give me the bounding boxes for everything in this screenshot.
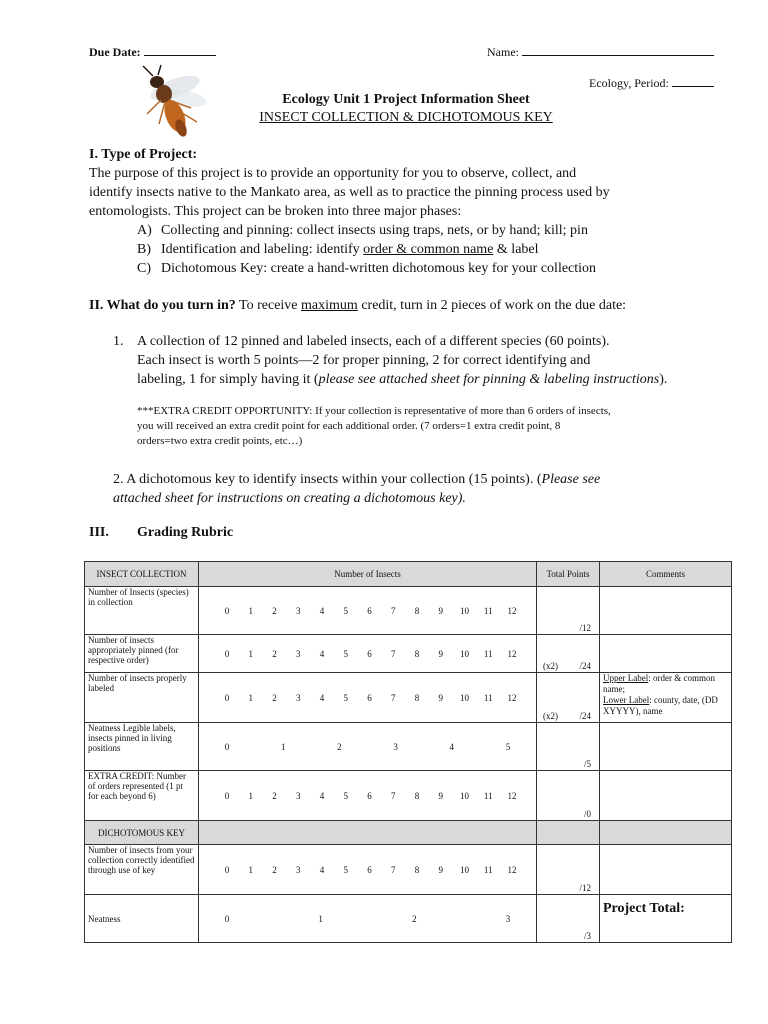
points-cell[interactable]	[537, 587, 600, 635]
phase-text: & label	[493, 242, 539, 257]
project-total-cell[interactable]	[600, 895, 732, 943]
table-row	[85, 587, 732, 635]
points-cell[interactable]	[537, 771, 600, 821]
phase-text: Collecting and pinning: collect insects using traps, nets, or by hand; kill; pin	[161, 223, 588, 238]
score-option[interactable]: 3	[505, 913, 511, 924]
table-row	[85, 673, 732, 723]
score-option[interactable]: 0	[224, 790, 230, 801]
score-option[interactable]: 2	[412, 913, 417, 924]
score-option[interactable]: 6	[367, 790, 372, 801]
score-scale	[199, 723, 537, 771]
comments-cell[interactable]	[600, 587, 732, 635]
score-scale	[199, 587, 537, 635]
score-option[interactable]: 6	[367, 864, 372, 875]
score-option[interactable]: 9	[438, 605, 443, 616]
score-option[interactable]: 4	[319, 692, 325, 703]
empty-cell	[199, 821, 537, 845]
header-comments: Comments	[600, 562, 732, 587]
points-cell[interactable]	[537, 723, 600, 771]
section-1-text	[89, 164, 610, 221]
score-option[interactable]: 0	[224, 741, 230, 752]
points-value: /3	[583, 931, 591, 941]
score-option[interactable]: 9	[438, 864, 443, 875]
grading-rubric-table	[84, 561, 732, 943]
score-option[interactable]: 4	[319, 864, 325, 875]
points-cell[interactable]	[537, 635, 600, 673]
table-row	[85, 635, 732, 673]
item-2-line	[113, 470, 600, 489]
score-option[interactable]: 8	[414, 648, 420, 659]
item-2-text-part: 2. A dichotomous key to identify insects within your collection (15 points). (	[113, 472, 542, 487]
item-1-text-part: ).	[659, 372, 668, 387]
score-option[interactable]: 11	[483, 605, 493, 616]
item-1-number: 1.	[113, 334, 124, 349]
section-2-heading-line	[89, 296, 626, 315]
comments-cell[interactable]	[600, 723, 732, 771]
page-title: Ecology Unit 1 Project Information Sheet	[282, 92, 530, 107]
row-label: Neatness	[85, 895, 199, 943]
section-3-number: III.	[89, 525, 109, 540]
score-option[interactable]: 0	[224, 692, 230, 703]
item-1-italic: please see attached sheet for pinning & labeling instructions	[318, 372, 660, 387]
score-option[interactable]: 1	[248, 790, 253, 801]
score-scale	[199, 673, 537, 723]
score-option[interactable]: 3	[296, 648, 301, 659]
score-option[interactable]: 2	[272, 790, 277, 801]
score-option[interactable]: 3	[296, 692, 301, 703]
section-1-line: entomologists. This project can be broken into three major phases:	[89, 204, 462, 219]
score-option[interactable]: 11	[483, 864, 493, 875]
empty-cell	[537, 821, 600, 845]
score-scale	[199, 895, 537, 943]
score-option[interactable]: 11	[483, 648, 493, 659]
score-option[interactable]: 10	[460, 692, 469, 703]
extra-credit-note	[137, 404, 611, 449]
score-option[interactable]: 9	[438, 692, 443, 703]
score-option[interactable]: 2	[272, 692, 277, 703]
comment-text: : order & common name;	[603, 673, 715, 694]
phase-text-underlined: order & common name	[363, 242, 494, 257]
extra-credit-line: ***EXTRA CREDIT OPPORTUNITY: If your collection is representative of more than 6 orders of insects,	[137, 405, 611, 417]
score-option[interactable]: 5	[343, 648, 348, 659]
score-option[interactable]: 1	[248, 692, 253, 703]
period-blank[interactable]	[672, 86, 714, 87]
score-option[interactable]: 7	[391, 692, 396, 703]
score-option[interactable]: 5	[343, 864, 348, 875]
score-scale	[199, 771, 537, 821]
score-option[interactable]: 12	[507, 864, 517, 875]
row-label: EXTRA CREDIT: Number of orders represented (1 pt for each beyond 6)	[85, 771, 199, 821]
score-option[interactable]: 0	[224, 913, 230, 924]
score-option[interactable]: 2	[272, 605, 277, 616]
phase-item	[137, 240, 596, 259]
points-value: /12	[579, 623, 591, 633]
score-option[interactable]: 6	[367, 648, 372, 659]
points-value: /5	[583, 759, 591, 769]
row-label: Neatness Legible labels, insects pinned in living positions	[85, 723, 199, 771]
comments-cell[interactable]	[600, 845, 732, 895]
score-option[interactable]: 7	[391, 864, 396, 875]
score-option[interactable]: 9	[438, 648, 443, 659]
item-1-line: Each insect is worth 5 points—2 for proper pinning, 2 for correct identifying and	[137, 353, 591, 368]
score-option[interactable]: 6	[367, 605, 372, 616]
phase-item	[137, 221, 596, 240]
name-field[interactable]	[487, 45, 714, 60]
table-row	[85, 895, 732, 943]
score-option[interactable]: 1	[318, 913, 323, 924]
project-total-label: Project Total:	[603, 901, 685, 916]
item-2-line: attached sheet for instructions on creating a dichotomous key).	[113, 491, 466, 506]
table-row	[85, 845, 732, 895]
section-2-text: To receive	[235, 298, 302, 313]
period-label: Ecology, Period:	[589, 76, 669, 90]
table-header-row	[85, 562, 732, 587]
row-label: Number of insects from your collection correctly identified through use of key	[85, 845, 199, 895]
score-option[interactable]: 5	[505, 741, 511, 752]
due-date-label: Due Date:	[89, 45, 141, 59]
score-option[interactable]: 3	[296, 605, 301, 616]
comment-upper-label: Upper Label	[603, 673, 649, 683]
row-label-dichotomous-key: DICHOTOMOUS KEY	[85, 821, 199, 845]
score-option[interactable]: 12	[507, 648, 517, 659]
page-subtitle: INSECT COLLECTION & DICHOTOMOUS KEY	[259, 110, 553, 125]
score-option[interactable]: 8	[414, 692, 420, 703]
score-option[interactable]: 7	[391, 648, 396, 659]
score-option[interactable]: 8	[414, 864, 420, 875]
score-option[interactable]: 4	[319, 648, 325, 659]
due-date-field[interactable]	[89, 45, 216, 60]
item-1-text	[137, 332, 667, 389]
extra-credit-line: orders=two extra credit points, etc…)	[137, 435, 303, 447]
score-option[interactable]: 1	[248, 864, 253, 875]
header-total-points: Total Points	[537, 562, 600, 587]
phase-item	[137, 259, 596, 278]
phase-text: Identification and labeling: identify	[161, 242, 364, 257]
comment-text: : county, date, (DD XYYYY), name	[603, 695, 718, 716]
section-2-underlined: maximum	[301, 298, 358, 313]
item-1-text-part: labeling, 1 for simply having it (	[137, 372, 319, 387]
header-insect-collection: INSECT COLLECTION	[85, 562, 199, 587]
section-2-text: credit, turn in 2 pieces of work on the due date:	[357, 298, 627, 313]
phase-letter: B)	[137, 242, 151, 257]
comments-cell[interactable]	[600, 635, 732, 673]
score-scale	[199, 635, 537, 673]
item-2-text	[113, 470, 600, 508]
table-row	[85, 821, 732, 845]
item-1-line: A collection of 12 pinned and labeled insects, each of a different species (60 points).	[137, 334, 610, 349]
section-1-line: identify insects native to the Mankato area, as well as to practice the pinning process used by	[89, 185, 610, 200]
table-row	[85, 723, 732, 771]
score-option[interactable]: 3	[296, 790, 301, 801]
row-label: Number of insects properly labeled	[85, 673, 199, 723]
score-option[interactable]: 0	[224, 648, 230, 659]
row-label: Number of Insects (species) in collection	[85, 587, 199, 635]
score-option[interactable]: 4	[449, 741, 454, 752]
name-blank[interactable]	[522, 55, 714, 56]
score-option[interactable]: 0	[224, 864, 230, 875]
score-option[interactable]: 10	[460, 790, 469, 801]
section-3-heading: Grading Rubric	[137, 525, 234, 540]
score-option[interactable]: 11	[483, 692, 493, 703]
comments-cell[interactable]	[600, 673, 732, 723]
score-option[interactable]: 5	[343, 605, 348, 616]
score-option[interactable]: 10	[460, 648, 469, 659]
table-row	[85, 771, 732, 821]
comments-cell[interactable]	[600, 771, 732, 821]
points-cell[interactable]	[537, 845, 600, 895]
score-option[interactable]: 12	[507, 692, 517, 703]
points-cell[interactable]	[537, 895, 600, 943]
score-option[interactable]: 10	[460, 605, 469, 616]
phase-letter: C)	[137, 261, 151, 276]
score-option[interactable]: 4	[319, 605, 325, 616]
section-1-line: The purpose of this project is to provide an opportunity for you to observe, collect, and	[89, 166, 577, 181]
score-option[interactable]: 5	[343, 790, 348, 801]
points-value: /24	[579, 711, 591, 721]
score-option[interactable]: 12	[507, 790, 517, 801]
due-date-blank[interactable]	[144, 55, 216, 56]
period-field[interactable]	[589, 76, 714, 91]
score-option[interactable]: 2	[337, 741, 342, 752]
score-option[interactable]: 0	[224, 605, 230, 616]
phase-list	[137, 221, 596, 278]
name-label: Name:	[487, 45, 519, 59]
points-value: /12	[579, 883, 591, 893]
multiplier: (x2)	[543, 711, 558, 721]
score-option[interactable]: 9	[438, 790, 443, 801]
empty-cell	[600, 821, 732, 845]
points-value: /24	[579, 661, 591, 671]
score-option[interactable]: 3	[393, 741, 398, 752]
score-option[interactable]: 7	[391, 605, 396, 616]
score-option[interactable]: 11	[483, 790, 493, 801]
score-option[interactable]: 4	[319, 790, 325, 801]
phase-letter: A)	[137, 223, 152, 238]
multiplier: (x2)	[543, 661, 558, 671]
section-1-heading: I. Type of Project:	[89, 147, 198, 162]
score-option[interactable]: 10	[460, 864, 469, 875]
score-option[interactable]: 8	[414, 605, 420, 616]
row-label: Number of insects appropriately pinned (for respective order)	[85, 635, 199, 673]
item-1-line	[137, 370, 667, 389]
score-option[interactable]: 6	[367, 692, 372, 703]
score-option[interactable]: 1	[248, 605, 253, 616]
item-2-italic: Please see	[541, 472, 601, 487]
score-option[interactable]: 7	[391, 790, 396, 801]
score-option[interactable]: 5	[343, 692, 348, 703]
score-option[interactable]: 2	[272, 864, 277, 875]
score-option[interactable]: 1	[248, 648, 253, 659]
score-option[interactable]: 1	[280, 741, 286, 752]
score-option[interactable]: 2	[272, 648, 277, 659]
points-value: /0	[583, 809, 591, 819]
section-2-heading: II. What do you turn in?	[89, 298, 236, 313]
score-option[interactable]: 12	[507, 605, 517, 616]
score-scale	[199, 845, 537, 895]
score-option[interactable]: 8	[414, 790, 420, 801]
comment-lower-label: Lower Label	[603, 695, 650, 705]
header-number-of-insects: Number of Insects	[199, 562, 537, 587]
extra-credit-line: you will received an extra credit point for each additional order. (7 orders=1 extra credit point, 8	[137, 420, 561, 432]
score-option[interactable]: 3	[296, 864, 301, 875]
phase-text: Dichotomous Key: create a hand-written dichotomous key for your collection	[161, 261, 597, 276]
points-cell[interactable]	[537, 673, 600, 723]
